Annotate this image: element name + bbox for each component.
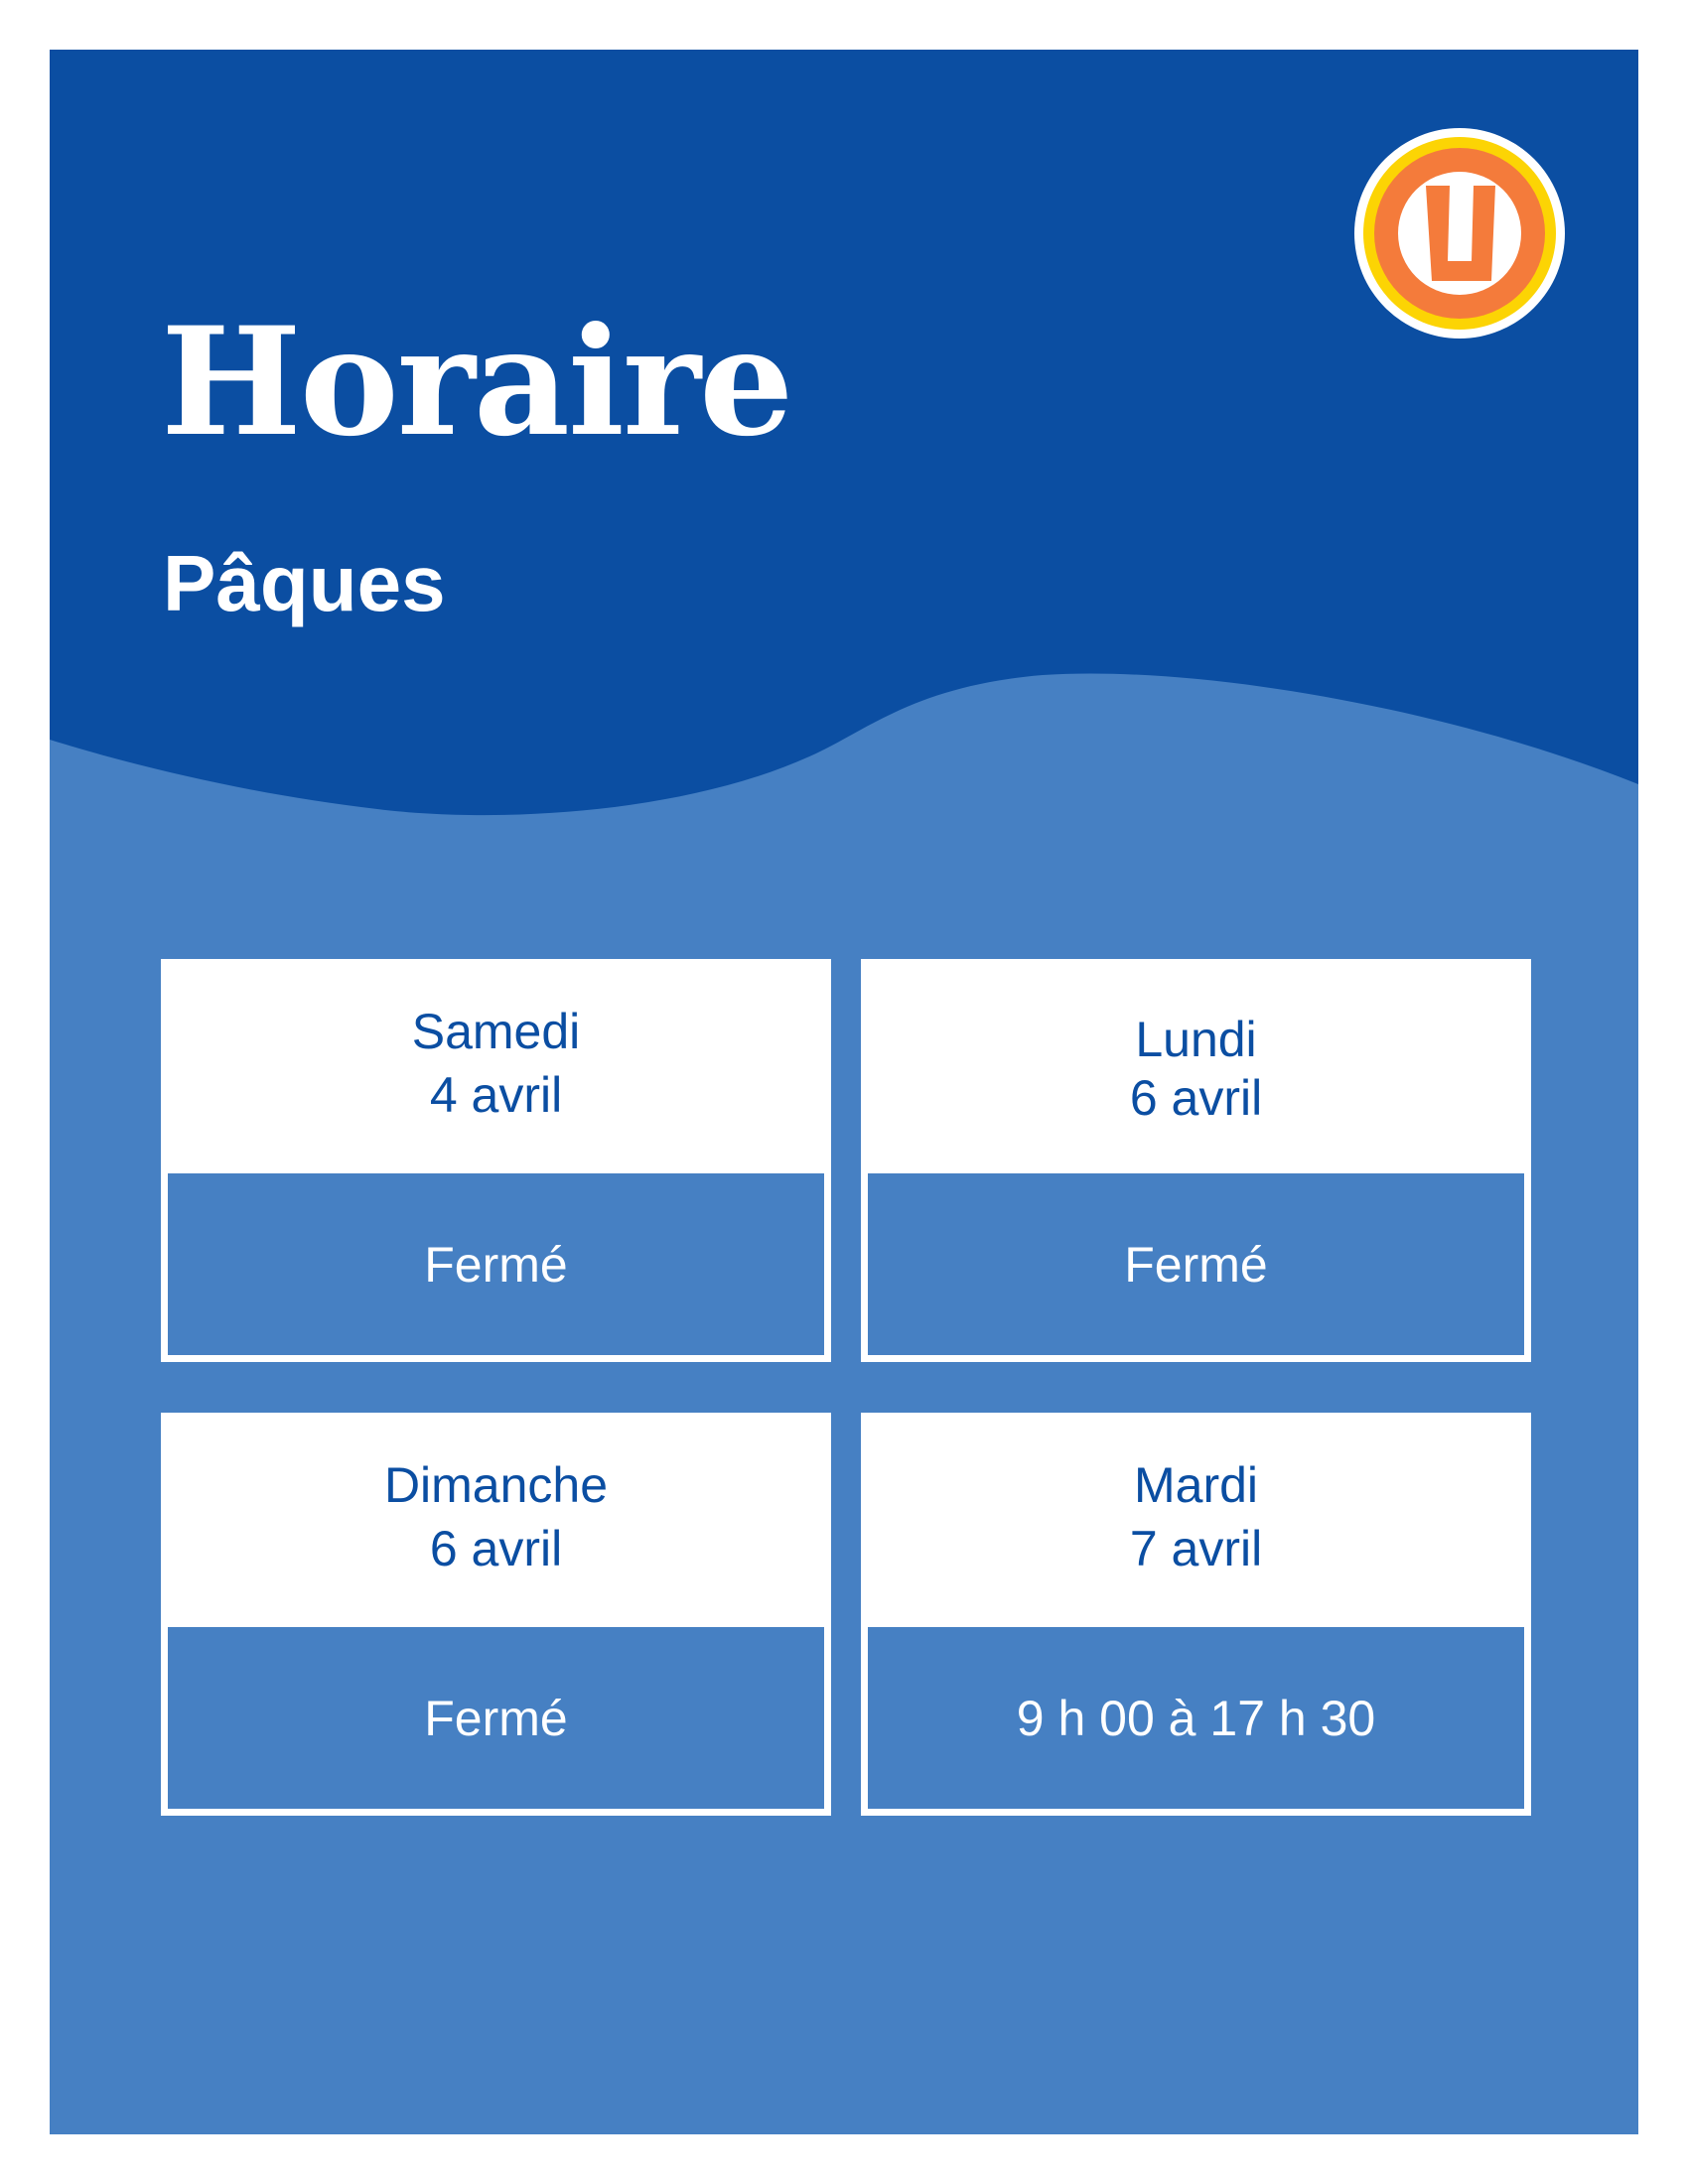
- schedule-hours: 9 h 00 à 17 h 30: [1016, 1690, 1376, 1746]
- schedule-date: 7 avril: [1129, 1521, 1263, 1576]
- schedule-card: [861, 959, 1531, 1362]
- schedule-hours-box: [868, 1173, 1524, 1355]
- schedule-hours-box: [168, 1627, 824, 1809]
- schedule-card: [161, 1413, 831, 1816]
- schedule-card: [861, 1413, 1531, 1816]
- u-logo: [1350, 124, 1569, 342]
- schedule-date: 4 avril: [429, 1067, 563, 1123]
- schedule-card-heading: [161, 1413, 831, 1621]
- schedule-card-heading: [861, 959, 1531, 1167]
- schedule-day: Samedi: [411, 1004, 581, 1059]
- schedule-card-heading: [861, 1413, 1531, 1621]
- schedule-date: 6 avril: [429, 1521, 563, 1576]
- schedule-card: [161, 959, 831, 1362]
- schedule-day: Lundi: [1135, 1012, 1257, 1067]
- page-title: Horaire: [161, 295, 792, 470]
- schedule-hours: Fermé: [1124, 1236, 1268, 1293]
- schedule-hours-box: [868, 1627, 1524, 1809]
- page-subtitle: Pâques: [163, 539, 446, 627]
- poster: [50, 50, 1638, 2134]
- schedule-date: 6 avril: [1129, 1070, 1263, 1126]
- schedule-day: Mardi: [1133, 1457, 1259, 1513]
- schedule-hours: Fermé: [424, 1236, 568, 1293]
- schedule-hours: Fermé: [424, 1690, 568, 1746]
- schedule-day: Dimanche: [383, 1457, 609, 1513]
- schedule-card-heading: [161, 959, 831, 1167]
- schedule-hours-box: [168, 1173, 824, 1355]
